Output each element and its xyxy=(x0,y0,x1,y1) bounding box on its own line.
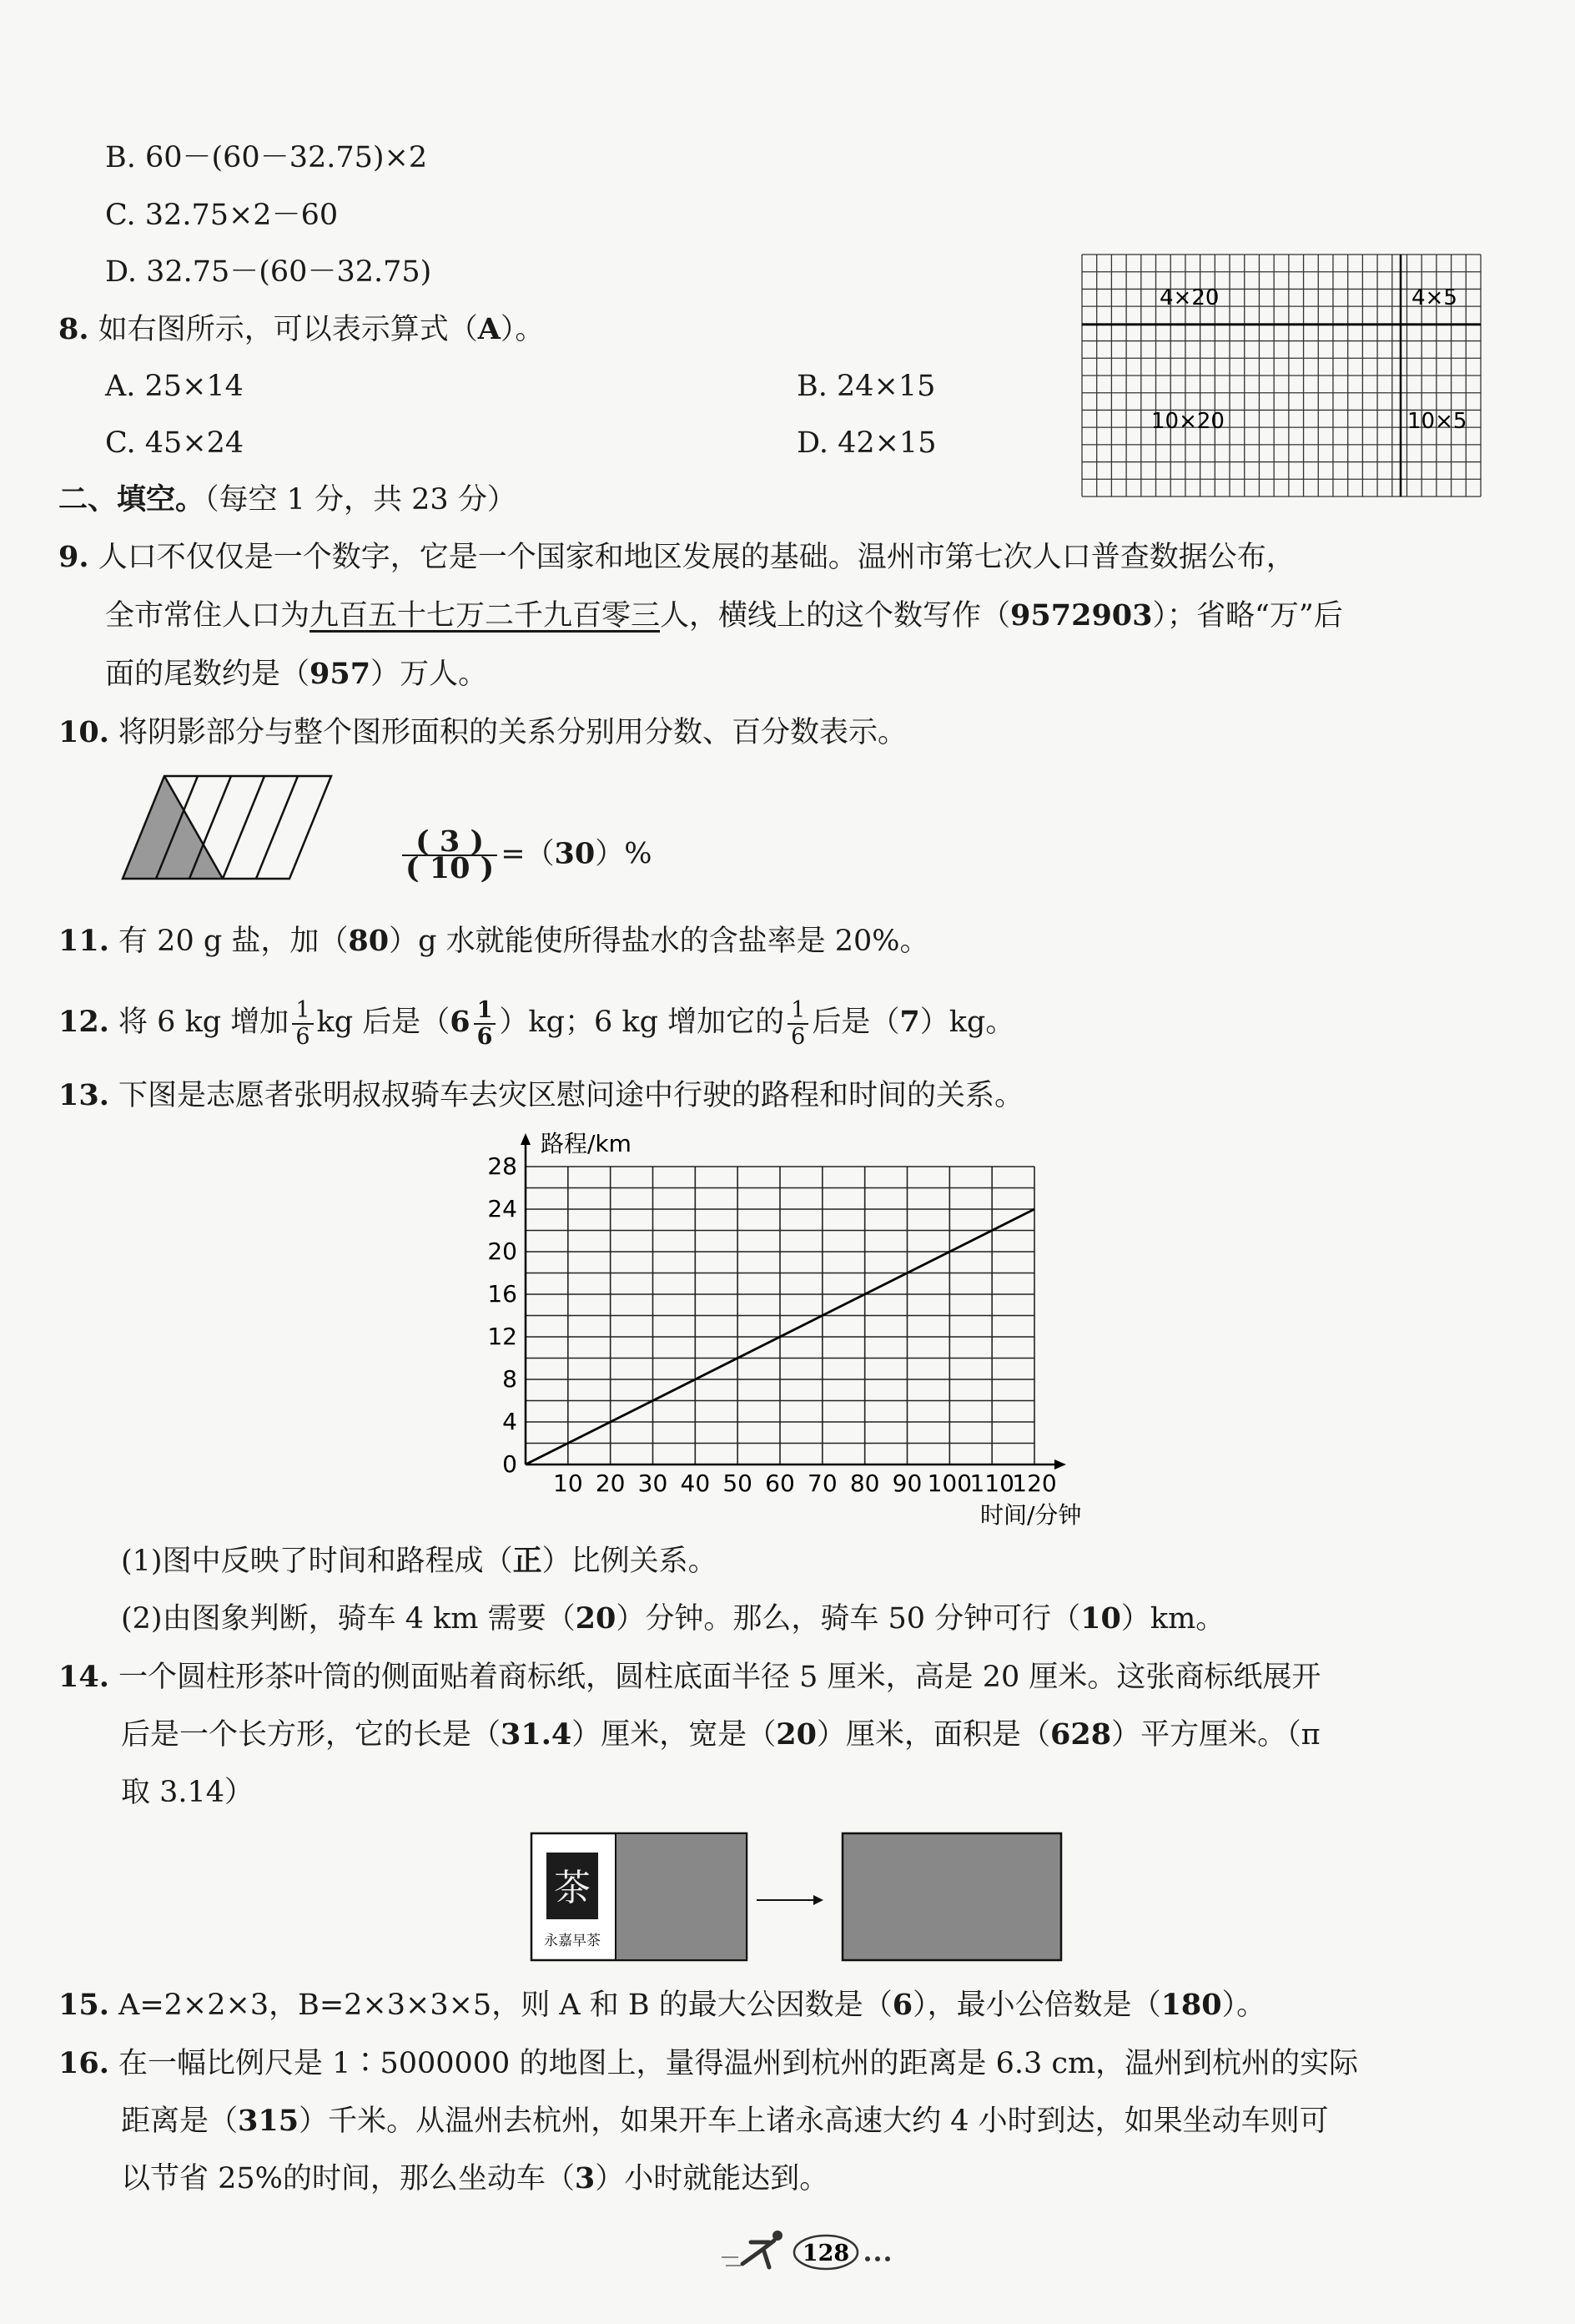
q16-number: 16. xyxy=(58,2046,109,2080)
motion-lines-icon xyxy=(722,2257,741,2266)
q16-text-2a: 距离是（ xyxy=(121,2105,239,2138)
q9-line-3 xyxy=(105,655,487,693)
chart-x-tick-label: 110 xyxy=(969,1470,1014,1497)
q14-text-2b: ）厘米，宽是（ xyxy=(571,1718,777,1752)
q12-text-d: 后是（ xyxy=(812,1006,900,1039)
q8-grid-label-4: 10×5 xyxy=(1407,409,1467,434)
q13-sub1-text-b: ）比例关系。 xyxy=(541,1545,717,1578)
q15-text-a: A=2×2×3，B=2×3×3×5，则 A 和 B 的最大公因数是（ xyxy=(118,1989,893,2022)
tea-logo-character: 茶 xyxy=(554,1867,591,1909)
chart-x-tick-label: 30 xyxy=(637,1470,668,1497)
q10-text: 将阴影部分与整个图形面积的关系分别用分数、百分数表示。 xyxy=(118,716,908,749)
q10-equals: =（ xyxy=(501,837,555,871)
q10-number: 10. xyxy=(58,715,109,749)
q14-tea-can-gray-area xyxy=(616,1833,747,1960)
chart-x-tick-label: 120 xyxy=(1012,1470,1057,1497)
chart-y-tick-label: 0 xyxy=(502,1450,517,1478)
q14-line-3: 取 3.14） xyxy=(121,1776,254,1809)
chart-x-tick-label: 40 xyxy=(680,1470,711,1497)
q8-grid-label-3: 10×20 xyxy=(1151,409,1225,434)
q7-option-d: D. 32.75－(60－32.75) xyxy=(105,255,432,289)
q14-answer-1: 31.4 xyxy=(501,1717,572,1752)
q9-text-1: 人口不仅仅是一个数字，它是一个国家和地区发展的基础。温州市第七次人口普查数据公布， xyxy=(98,541,1296,574)
q8-stem xyxy=(58,310,544,349)
q12-fraction-2 xyxy=(788,998,808,1050)
q8-number: 8. xyxy=(58,312,89,346)
q8-option-a: A. 25×14 xyxy=(105,370,244,403)
q12-answer-1-num: 1 xyxy=(474,998,496,1025)
q16-line-1 xyxy=(58,2044,1358,2083)
q9-answer-1: 9572903 xyxy=(1010,598,1153,633)
q10-fraction-numerator: ( 3 ) xyxy=(402,829,497,856)
q13-sub-1 xyxy=(121,1542,717,1580)
chart-y-tick-label: 20 xyxy=(487,1238,517,1265)
q12-text-e: ）kg。 xyxy=(919,1006,1015,1039)
q16-answer-1: 315 xyxy=(238,2104,299,2138)
q16-line-3 xyxy=(121,2160,828,2198)
q14-text-2d: ）平方厘米。（π xyxy=(1111,1718,1321,1752)
q11-answer: 80 xyxy=(348,924,390,958)
q9-text-2a: 全市常住人口为 xyxy=(105,599,310,633)
q12-fraction-2-num: 1 xyxy=(788,998,808,1025)
chart-x-tick-label: 60 xyxy=(765,1470,795,1497)
q8-grid-label-1: 4×20 xyxy=(1160,285,1220,310)
q16-text-3a: 以节省 25%的时间，那么坐动车（ xyxy=(121,2162,575,2195)
chart-x-tick-label: 20 xyxy=(595,1470,626,1497)
q10-slant-3 xyxy=(223,776,264,879)
q10-percent-answer: 30 xyxy=(554,836,596,871)
q14-text-2c: ）厘米，面积是（ xyxy=(817,1718,1051,1752)
q10-stem xyxy=(58,713,907,752)
q13-sub1-answer: 正 xyxy=(512,1544,542,1578)
chart-y-tick-label: 24 xyxy=(487,1195,517,1222)
chart-x-tick-label: 70 xyxy=(808,1470,838,1497)
q13-sub2-text-c: ）km。 xyxy=(1120,1602,1225,1636)
q10-parallelogram-figure xyxy=(121,772,340,885)
q7-option-b: B. 60－(60－32.75)×2 xyxy=(105,141,428,174)
q9-text-2b: 人，横线上的这个数写作（ xyxy=(660,599,1011,633)
q13-sub-2 xyxy=(121,1600,1225,1638)
chart-x-axis-label: 时间/分钟 xyxy=(980,1501,1082,1527)
q10-answer xyxy=(399,824,652,885)
q16-answer-2: 3 xyxy=(574,2161,596,2195)
q15-text-c: ）。 xyxy=(1221,1989,1266,2022)
q13-sub2-answer-1: 20 xyxy=(575,1601,616,1636)
q9-answer-2: 957 xyxy=(309,657,371,691)
chart-y-tick-label: 4 xyxy=(502,1408,517,1435)
runner-head-icon xyxy=(772,2231,782,2241)
chart-x-tick-label: 50 xyxy=(722,1470,752,1497)
q11-number: 11. xyxy=(58,924,109,958)
chart-x-axis-arrow-icon xyxy=(1054,1459,1066,1470)
q12-fraction-1-den: 6 xyxy=(295,1023,310,1050)
chart-y-tick-label: 16 xyxy=(487,1280,517,1308)
q9-line-2 xyxy=(105,597,1343,635)
footer-dot-1 xyxy=(865,2256,870,2261)
q12-fraction-2-den: 6 xyxy=(791,1023,806,1050)
q12-fraction-1 xyxy=(292,998,313,1050)
chart-x-tick-label: 100 xyxy=(927,1470,973,1497)
q16-text-3b: ）小时就能达到。 xyxy=(595,2162,829,2195)
chart-x-tick-label: 90 xyxy=(892,1470,923,1497)
chart-y-axis-label: 路程/km xyxy=(541,1130,632,1157)
q8-text: 如右图所示，可以表示算式（ xyxy=(98,313,478,346)
q16-line-2 xyxy=(121,2102,1329,2140)
q14-text-2a: 后是一个长方形，它的长是（ xyxy=(121,1718,501,1752)
q16-text-1: 在一幅比例尺是 1∶5000000 的地图上，量得温州到杭州的距离是 6.3 cm，温州到杭州的实际 xyxy=(118,2047,1359,2080)
tea-brand-name: 永嘉早茶 xyxy=(544,1933,601,1949)
q10-slant-4 xyxy=(256,776,298,879)
q15-number: 15. xyxy=(58,1988,109,2022)
q10-fraction xyxy=(402,824,497,885)
q13-sub2-text-b: ）分钟。那么，骑车 50 分钟可行（ xyxy=(616,1602,1081,1636)
q12 xyxy=(58,993,1014,1051)
section-2-title: 二、填空。 xyxy=(58,482,205,517)
q9-text-3b: ）万人。 xyxy=(370,658,488,691)
page-footer xyxy=(717,2224,918,2282)
chart-y-tick-label: 8 xyxy=(502,1365,517,1393)
section-2-heading xyxy=(58,481,516,519)
q12-answer-2: 7 xyxy=(899,1005,920,1039)
q11 xyxy=(58,922,929,960)
q13-sub2-text-a: (2)由图象判断，骑车 4 km 需要（ xyxy=(121,1602,576,1636)
q14-unfolded-rectangle xyxy=(843,1833,1061,1960)
q9-line-1 xyxy=(58,538,1296,577)
q11-text-a: 有 20 g 盐，加（ xyxy=(118,925,349,958)
q15 xyxy=(58,1986,1266,2024)
q14-line-1 xyxy=(58,1658,1321,1696)
q8-option-b: B. 24×15 xyxy=(797,370,936,403)
section-2-note: （每空 1 分，共 23 分） xyxy=(204,483,516,517)
q14-number: 14. xyxy=(58,1660,109,1694)
q8-answer: A xyxy=(477,312,501,346)
chart-y-tick-label: 12 xyxy=(487,1323,517,1350)
q15-answer-2: 180 xyxy=(1160,1988,1222,2022)
q14-text-1: 一个圆柱形茶叶筒的侧面贴着商标纸，圆柱底面半径 5 厘米，高是 20 厘米。这张商标纸展开 xyxy=(118,1661,1321,1694)
q12-text-a: 将 6 kg 增加 xyxy=(118,1006,289,1039)
page-number: 128 xyxy=(802,2241,850,2266)
q11-text-b: ）g 水就能使所得盐水的含盐率是 20%。 xyxy=(389,925,929,958)
q15-answer-1: 6 xyxy=(892,1988,913,2022)
q9-text-2c: ）；省略“万”后 xyxy=(1152,599,1343,633)
q9-text-3a: 面的尾数约是（ xyxy=(105,658,310,691)
chart-x-tick-label: 80 xyxy=(849,1470,880,1497)
q13-sub1-text-a: (1)图中反映了时间和路程成（ xyxy=(121,1545,513,1578)
q10-percent-sign: ）% xyxy=(595,837,652,871)
q9-underlined-number: 九百五十七万二千九百零三 xyxy=(309,599,661,633)
q13-sub2-answer-2: 10 xyxy=(1080,1601,1121,1636)
q14-answer-2: 20 xyxy=(776,1717,817,1752)
q12-number: 12. xyxy=(58,1005,109,1039)
q8-option-d: D. 42×15 xyxy=(797,426,937,460)
q16-text-2b: ）千米。从温州去杭州，如果开车上诸永高速大约 4 小时到达，如果坐动车则可 xyxy=(299,2105,1329,2138)
q8-grid-label-2: 4×5 xyxy=(1411,285,1457,310)
q13-line-chart xyxy=(467,1127,1126,1527)
q12-answer-1-fraction xyxy=(474,998,496,1050)
arrow-head-icon xyxy=(813,1895,823,1905)
q12-text-b: kg 后是（ xyxy=(316,1006,450,1039)
q8-grid-figure xyxy=(1080,253,1482,498)
chart-y-axis-arrow-icon xyxy=(521,1133,531,1145)
chart-x-tick-label: 10 xyxy=(553,1470,583,1497)
q13-stem xyxy=(58,1076,1024,1115)
chart-y-tick-label: 28 xyxy=(487,1152,517,1180)
q12-answer-1-den: 6 xyxy=(476,1023,493,1050)
q14-answer-3: 628 xyxy=(1050,1717,1112,1752)
q13-text: 下图是志愿者张明叔叔骑车去灾区慰问途中行驶的路程和时间的关系。 xyxy=(118,1079,1024,1112)
q14-label-unfold-figure xyxy=(530,1832,1064,1965)
q8-option-c: C. 45×24 xyxy=(105,426,244,460)
q10-fraction-denominator: ( 10 ) xyxy=(405,851,495,885)
q13-number: 13. xyxy=(58,1078,109,1112)
footer-dot-3 xyxy=(885,2256,890,2261)
footer-dot-2 xyxy=(875,2256,880,2261)
q12-answer-1-whole: 6 xyxy=(450,1005,470,1039)
q15-text-b: ），最小公倍数是（ xyxy=(913,1989,1161,2022)
q14-line-2 xyxy=(121,1716,1321,1754)
q12-text-c: ）kg；6 kg 增加它的 xyxy=(499,1006,785,1039)
runner-icon xyxy=(742,2241,774,2267)
q12-fraction-1-num: 1 xyxy=(292,998,313,1025)
q7-option-c: C. 32.75×2－60 xyxy=(105,199,339,232)
q8-text-end: ）。 xyxy=(500,313,545,346)
q9-number: 9. xyxy=(58,540,89,574)
